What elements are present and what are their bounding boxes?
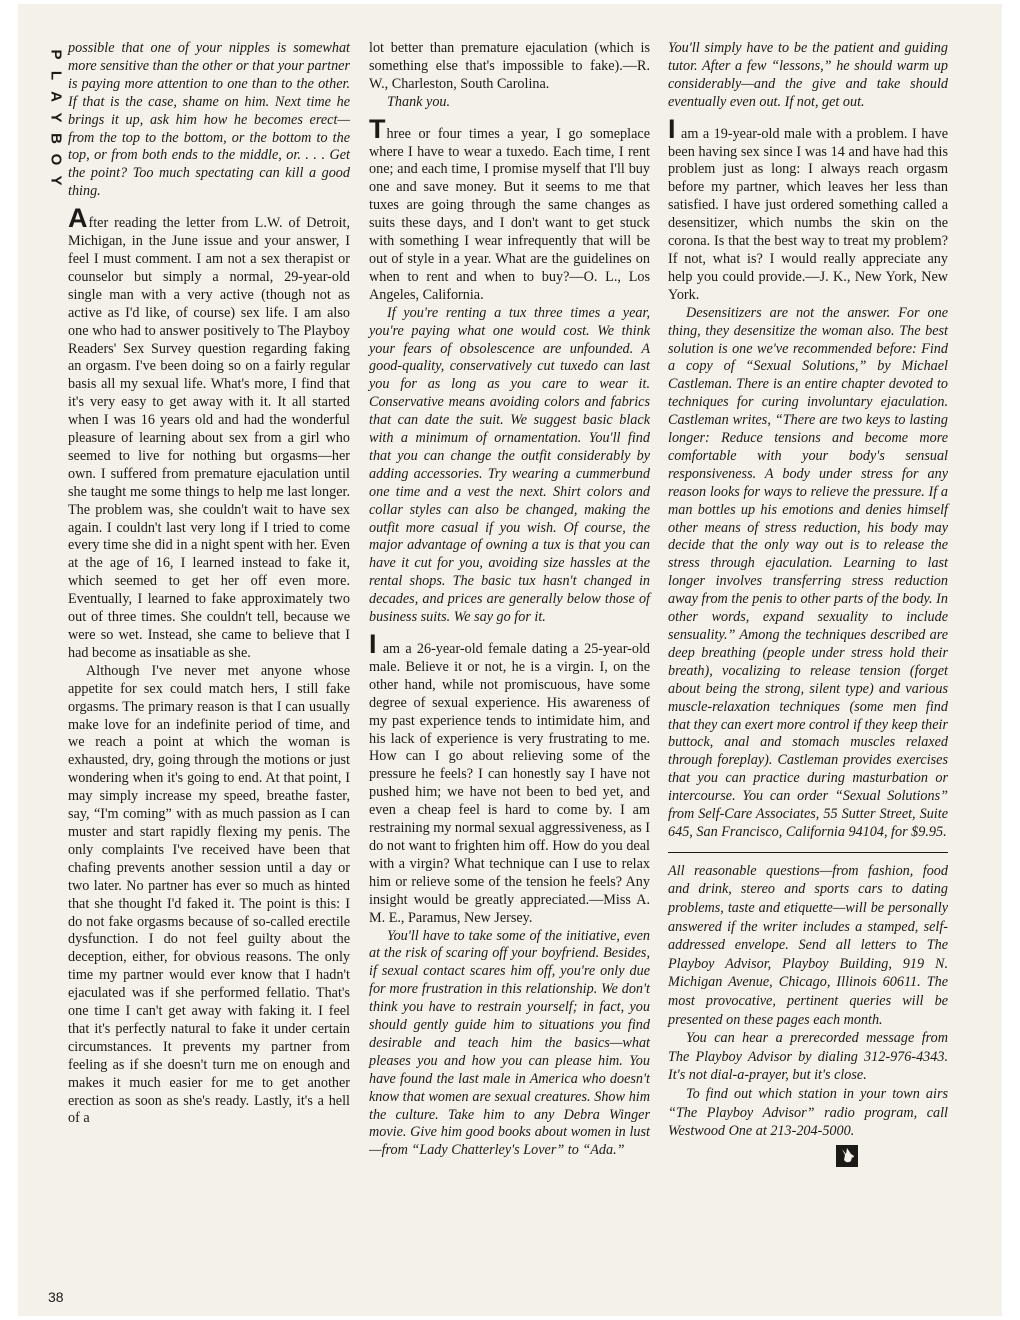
column-1 bbox=[68, 40, 350, 1128]
drop-initial: I bbox=[369, 629, 377, 659]
letter-paragraph bbox=[668, 113, 948, 305]
drop-initial: T bbox=[369, 113, 386, 144]
rabbit-head-icon bbox=[836, 1145, 858, 1167]
drop-initial: A bbox=[68, 203, 88, 234]
letter-paragraph bbox=[369, 113, 650, 305]
letter-paragraph bbox=[369, 629, 650, 928]
running-head-letter: Y bbox=[47, 112, 65, 123]
answer-paragraph: Desensitizers are not the answer. For one thing, they desensitize the woman also. The best solution is one we've recommended before: Find a copy of “Sexual Solutions,” by Michael Castleman. There is an entire chapter devoted to techniques for curing involuntary ejaculation. Castleman writes, “There are two keys to lasting longer: Reduce tensions and become more comfortable with your body's sensual responsiveness. A body under stress for any reason looks for ways to relieve the pressure. If a man bottles up his emotions and denies himself other means of stress reduction, his body may decide that the only way out is to release the stress through ejaculation. Learning to last longer involves transferring stress reduction away from the penis to other parts of the body. In other words, expand sexuality to include sensuality.” Among the techniques described are deep breathing (people under stress hold their breath), vocalizing to release tension (forget about being the strong, silent type) and various muscle-relaxation techniques (some men find that they can exert more control if they keep their buttock, anal and stomach muscles relaxed through foreplay). Castleman provides exercises that you can practice during masturbation or intercourse. You can order “Sexual Solutions” from Self-Care Associates, 55 Sutter Street, Suite 645, San Francisco, California 94104, for $9.95. bbox=[668, 304, 948, 840]
letter-text: fter reading the letter from L.W. of Detroit, Michigan, in the June issue and your answer, I feel I must comment. I am not a sex therapist or counselor but simply a normal, 29-year-old single man with a very active (though not as active as I'd like, of course) sex life. I am also one who had to answer positively to The Playboy Readers' Sex Survey question regarding faking an orgasm. I've been doing so on a fairly regular basis all my sexual life. What's more, I find that it's very easy to get away with it. It all started when I was 16 years old and had the wonderful pleasure of learning about sex from a girl who seemed to live for nothing but orgasms—her own. I suffered from premature ejaculation until she taught me some things to help me last longer. The problem was, she couldn't wait to have sex again. I couldn't last very long if I tried to come every time she did in a night spent with her. Even at the age of 16, I learned instead to fake it, which seemed to get her off even more. Eventually, I learned to fake approximately two out of three times. She couldn't tell, because we were so wet. Instead, she came to believe that I had become as insatiable as she. bbox=[68, 215, 350, 661]
answer-paragraph: Thank you. bbox=[387, 93, 451, 110]
letter-text: am a 19-year-old male with a problem. I have been having sex since I was 14 and have had this problem just as long: I always reach orgasm before my partner, which leaves her less than satisfied. I have just ordered something called a desensitizer, which numbs the skin on the corona. Is that the best way to treat my problem? If not, what is? I would really appreciate any help you could provide.—J. K., New York, New York. bbox=[668, 125, 948, 303]
divider bbox=[668, 852, 948, 853]
running-head-letter: P bbox=[47, 49, 65, 60]
letter-paragraph: Although I've never met anyone whose appetite for sex could match hers, I still fake orgasms. The primary reason is that I can usually make love for an indefinite period of time, and we reach a point at which the woman is exhausted, dry, going through the motions or just wondering when it's going to end. At that point, I may simply increase my speed, breathe faster, say, “I'm coming” with as much passion as I can muster and start rapidly flexing my penis. The only complaints I've received have been that chafing prevents another session until a day or two later. No partner has ever so much as hinted that she thought I'd faked it. The point is this: I do not fake orgasms because of so-called erectile dysfunction. I do not feel guilty about the deception, either, for obvious reasons. The only time my partner would ever know that I hadn't ejaculated was if she performed fellatio. That's one time I can't get away with faking it. I feel that it's perfectly natural to fake it under certain circumstances. It prevents my partner from feeling as if she doesn't turn me on enough and makes it much easier for me to get another erection as soon as she's ready. Lastly, it's a hell of a bbox=[68, 662, 350, 1127]
advisor-footnote: To find out which station in your town airs “The Playboy Advisor” radio program, call Westwood One at 213-204-5000. bbox=[668, 1086, 948, 1140]
running-head-letter: O bbox=[47, 153, 65, 166]
running-head-letter: A bbox=[47, 91, 65, 102]
letter-text: am a 26-year-old female dating a 25-year-old male. Believe it or not, he is a virgin. I, on the other hand, while not promiscuous, have some degree of sexual experience. His awareness of my past experience tends to intimidate him, and his lack of experience is very frustrating to me. How can I go about relieving some of the pressure he feels? I can honestly say I have not pushed him; we have not been to bed yet, and even a cheap feel is hard to come by. I am restraining my normal sexual aggressiveness, as I do not want to frighten him off. How do you deal with a virgin? What technique can I use to relax him or relieve some of the tension he feels? Any insight would be greatly appreciated.—Miss A. M. E., Paramus, New Jersey. bbox=[369, 641, 650, 926]
running-head-letter: Y bbox=[47, 175, 65, 186]
running-head-letter: L bbox=[47, 70, 65, 81]
letter-text: lot better than premature ejaculation (which is something else that's impossible to fake).—R. W., Charleston, South Carolina. bbox=[369, 40, 650, 92]
answer-paragraph: You'll simply have to be the patient and guiding tutor. After a few “lessons,” he should warm up considerably—and the give and take should eventually even out. If not, get out. bbox=[668, 40, 948, 110]
column-3 bbox=[668, 40, 948, 1167]
answer-paragraph: You'll have to take some of the initiative, even at the risk of scaring off your boyfriend. Besides, if sexual contact scares him off, you're only due for more frustration in this relationship. We don't think you have to restrain yourself; in fact, you should gently guide him to situations you find desirable and teach him the basics—what pleases you and how you can please him. You have found the last male in America who doesn't know that women are sexual creatures. Show him the culture. Take him to any Debra Winger movie. Give him good books about women in lust—from “Lady Chatterley's Lover” to “Ada.” bbox=[369, 927, 650, 1159]
letter-paragraph bbox=[68, 203, 350, 663]
answer-paragraph: If you're renting a tux three times a year, you're paying what one would cost. We think your fears of obsolescence are unfounded. A good-quality, conservatively cut tuxedo can last you for as long as you care to wear it. Conservative means avoiding colors and fabrics that can date the suit. We suggest basic black with a minimum of ornamentation. You'll find that you can change the outfit considerably by adding accessories. Try wearing a cummerbund one time and a vest the next. Shirt colors and collar styles can also be changed, making the outfit more casual if you wish. Of course, the major advantage of owning a tux is that you can have it cut for you, avoiding size hassles at the rental shops. The basic tux hasn't changed in decades, and prices are generally below those of business suits. We say go for it. bbox=[369, 304, 650, 626]
column-2 bbox=[369, 40, 650, 1160]
letter-text: hree or four times a year, I go someplace where I have to wear a tuxedo. Each time, I rent one; and each time, I promise myself that I'll buy one and save money. But it seems to me that tuxes are going through the same changes as suits these days, and I don't want to get stuck with something I wear infrequently that will be out of style in a year. What are the guidelines on when to rent and when to buy?—O. L., Los Angeles, California. bbox=[369, 125, 650, 303]
answer-paragraph: possible that one of your nipples is somewhat more sensitive than the other or that your partner is paying more attention to one than to the other. If that is the case, shame on him. Next time he brings it up, ask him how he becomes erect—from the top to the bottom, or the bottom to the top, or from both ends to the middle, or. . . . Get the point? Too much spectating can kill a good thing. bbox=[68, 40, 350, 200]
advisor-footnote: All reasonable questions—from fashion, food and drink, stereo and sports cars to dating problems, taste and etiquette—will be personally answered if the writer includes a stamped, self-addressed envelope. Send all letters to The Playboy Advisor, Playboy Building, 919 N. Michigan Avenue, Chicago, Illinois 60611. The most provocative, pertinent queries will be presented on these pages each month. bbox=[668, 862, 948, 1028]
running-head-letter: B bbox=[47, 133, 65, 144]
advisor-footnote: You can hear a prerecorded message from The Playboy Advisor by dialing 312-976-4343. It's not dial-a-prayer, but it's close. bbox=[668, 1030, 948, 1084]
drop-initial: I bbox=[668, 113, 676, 144]
running-head bbox=[46, 44, 66, 191]
magazine-page bbox=[18, 4, 1002, 1316]
page-number: 38 bbox=[48, 1289, 64, 1305]
